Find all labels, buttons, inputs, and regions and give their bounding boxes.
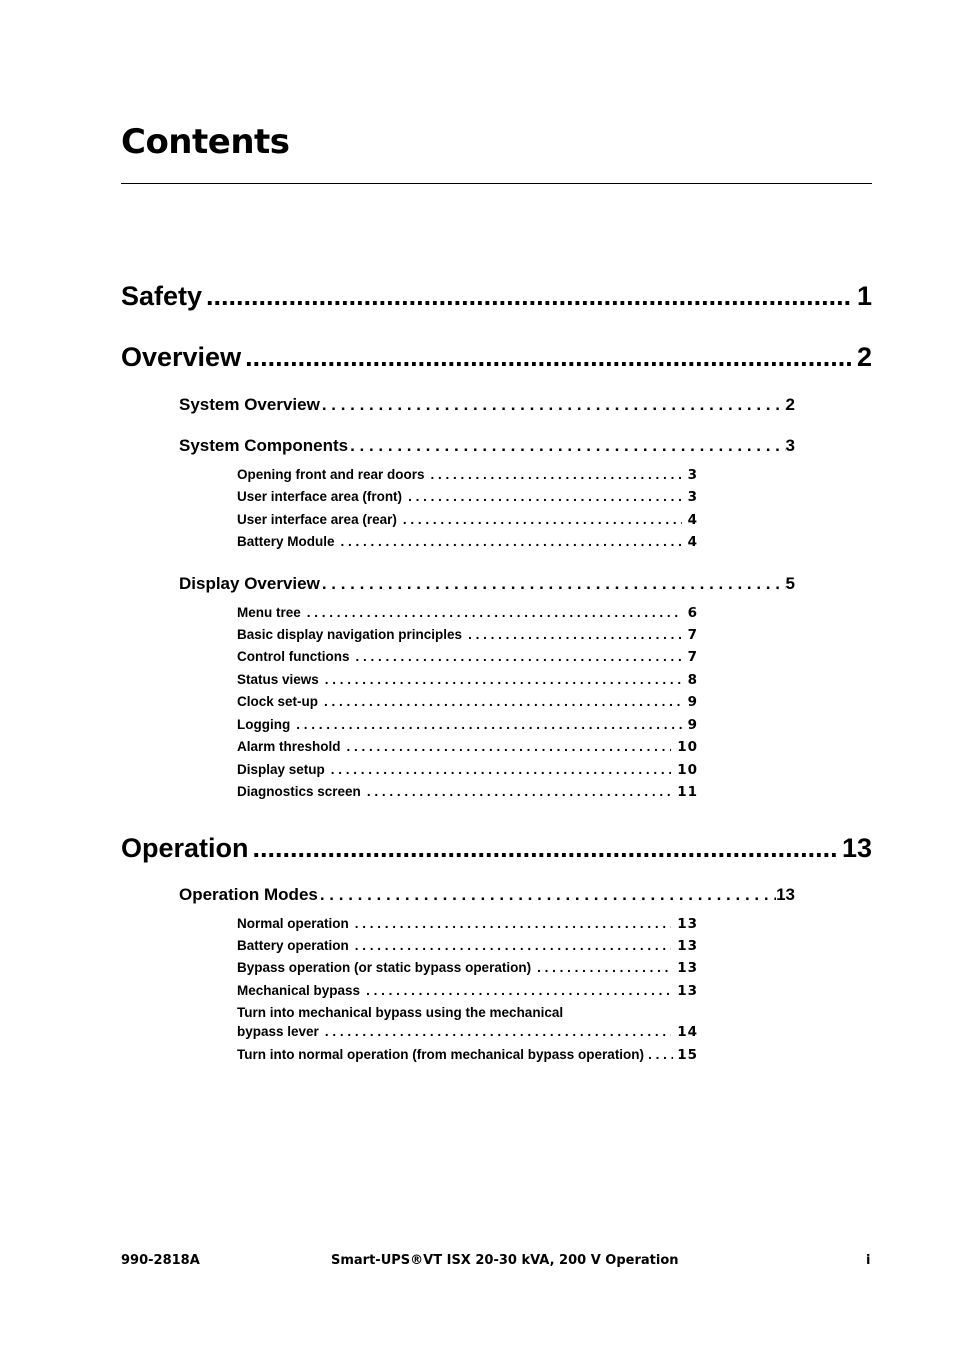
toc-label: System Overview (179, 395, 320, 414)
toc-label: Clock set-up (237, 694, 319, 709)
page-title: Contents (121, 122, 290, 162)
toc-entry-bypass-operation[interactable] (237, 960, 698, 976)
toc-label: Menu tree (237, 605, 301, 620)
toc-page-number: 14 (677, 1024, 698, 1040)
toc-entry-basic-navigation[interactable] (237, 627, 698, 643)
toc-leader (325, 1024, 671, 1039)
toc-page-number: 8 (687, 672, 698, 688)
toc-label: Safety (121, 281, 203, 311)
toc-entry-menu-tree[interactable] (237, 605, 698, 621)
toc-label: Battery Module (237, 534, 335, 549)
toc-page-number: 10 (677, 739, 698, 755)
toc-leader (307, 605, 682, 620)
toc-page-number: 10 (677, 762, 698, 778)
toc-page-number: 13 (677, 938, 698, 954)
toc-page-number: 2 (785, 395, 795, 414)
toc-leader (537, 960, 671, 975)
toc-entry-diagnostics-screen[interactable] (237, 784, 698, 800)
toc-label: Normal operation (237, 916, 349, 931)
toc-label: User interface area (rear) (237, 512, 397, 527)
toc-entry-mechanical-bypass-lever[interactable] (237, 1024, 698, 1040)
toc-page-number: 3 (687, 489, 698, 505)
toc-page-number: 11 (677, 784, 698, 800)
footer-doc-number: 990-2818A (121, 1253, 200, 1268)
toc-page-number: 1 (856, 281, 872, 311)
toc-label: System Components (179, 436, 349, 455)
toc-entry-battery-operation[interactable] (237, 938, 698, 954)
toc-leader (355, 649, 681, 664)
toc-label: bypass lever (237, 1024, 319, 1039)
toc-entry-control-functions[interactable] (237, 649, 698, 665)
toc-label: Opening front and rear doors (237, 467, 425, 482)
toc-page-number: 9 (687, 717, 698, 733)
toc-label: Operation Modes (179, 885, 318, 904)
toc-leader (296, 717, 681, 732)
toc-entry-ui-front[interactable] (237, 489, 698, 505)
toc-entry-battery-module[interactable] (237, 534, 698, 550)
toc-page-number: 13 (677, 916, 698, 932)
toc-leader (322, 574, 786, 594)
toc-label: Mechanical bypass (237, 983, 361, 998)
toc-page-number: 13 (776, 885, 795, 904)
toc-entry-display-setup[interactable] (237, 762, 698, 778)
toc-leader (206, 281, 853, 312)
toc-label: Bypass operation (or static bypass operation) (237, 960, 532, 975)
toc-leader (468, 627, 682, 642)
toc-label: Turn into normal operation (from mechanical bypass operation) (237, 1047, 645, 1062)
toc-page-number: 4 (687, 512, 698, 528)
toc-label: Display Overview (179, 574, 320, 593)
toc-page-number: 3 (687, 467, 698, 483)
toc-label: Status views (237, 672, 319, 687)
toc-entry-system-components[interactable] (179, 436, 795, 456)
toc-leader (253, 833, 838, 864)
toc-entry-operation-modes[interactable] (179, 885, 795, 905)
footer-page-number: i (866, 1253, 871, 1268)
toc-page-number: 13 (677, 960, 698, 976)
toc-page-number: 4 (687, 534, 698, 550)
toc-leader (648, 1047, 673, 1062)
toc-page-number: 6 (687, 605, 698, 621)
toc-leader (347, 739, 672, 754)
toc-label: Basic display navigation principles (237, 627, 463, 642)
toc-entry-system-overview[interactable] (179, 395, 795, 415)
toc-leader (366, 983, 671, 998)
toc-entry-operation[interactable] (121, 833, 872, 864)
title-divider (121, 183, 872, 184)
toc-label: Alarm threshold (237, 739, 341, 754)
toc-leader (408, 489, 682, 504)
toc-leader (431, 467, 682, 482)
toc-entry-normal-from-mechanical[interactable] (237, 1047, 698, 1063)
toc-label: Overview (121, 342, 242, 372)
toc-leader (367, 784, 671, 799)
toc-entry-safety[interactable] (121, 281, 872, 312)
toc-entry-opening-doors[interactable] (237, 467, 698, 483)
footer-doc-title: Smart-UPS®VT ISX 20-30 kVA, 200 V Operation (331, 1253, 679, 1268)
toc-leader (350, 436, 785, 456)
toc-label: Operation (121, 833, 249, 863)
toc-page-number: 15 (677, 1047, 698, 1063)
toc-leader (325, 672, 682, 687)
toc-page-number: 13 (841, 833, 872, 863)
toc-label: User interface area (front) (237, 489, 403, 504)
toc-page-number: 5 (785, 574, 795, 593)
toc-entry-status-views[interactable] (237, 672, 698, 688)
toc-page-number: 7 (687, 649, 698, 665)
toc-page-number: 3 (785, 436, 795, 455)
toc-label: Logging (237, 717, 291, 732)
toc-leader (245, 342, 853, 373)
toc-label: Display setup (237, 762, 325, 777)
toc-page-number: 7 (687, 627, 698, 643)
toc-leader (324, 694, 682, 709)
toc-page-number: 13 (677, 983, 698, 999)
toc-leader (331, 762, 671, 777)
toc-leader (403, 512, 682, 527)
toc-label: Battery operation (237, 938, 349, 953)
toc-entry-alarm-threshold[interactable] (237, 739, 698, 755)
toc-leader (322, 395, 786, 415)
toc-leader (355, 938, 671, 953)
toc-page-number: 9 (687, 694, 698, 710)
toc-entry-logging[interactable] (237, 717, 698, 733)
toc-page-number: 2 (856, 342, 872, 372)
toc-leader (355, 916, 671, 931)
toc-entry-clock-setup[interactable] (237, 694, 698, 710)
toc-entry-display-overview[interactable] (179, 574, 795, 594)
toc-entry-mechanical-bypass[interactable] (237, 983, 698, 999)
toc-leader (341, 534, 682, 549)
toc-entry-normal-operation[interactable] (237, 916, 698, 932)
toc-label-line1: Turn into mechanical bypass using the mechanical (237, 1005, 564, 1020)
toc-label: Control functions (237, 649, 350, 664)
toc-leader (320, 885, 776, 905)
toc-label: Diagnostics screen (237, 784, 361, 799)
toc-entry-overview[interactable] (121, 342, 872, 373)
toc-entry-ui-rear[interactable] (237, 512, 698, 528)
